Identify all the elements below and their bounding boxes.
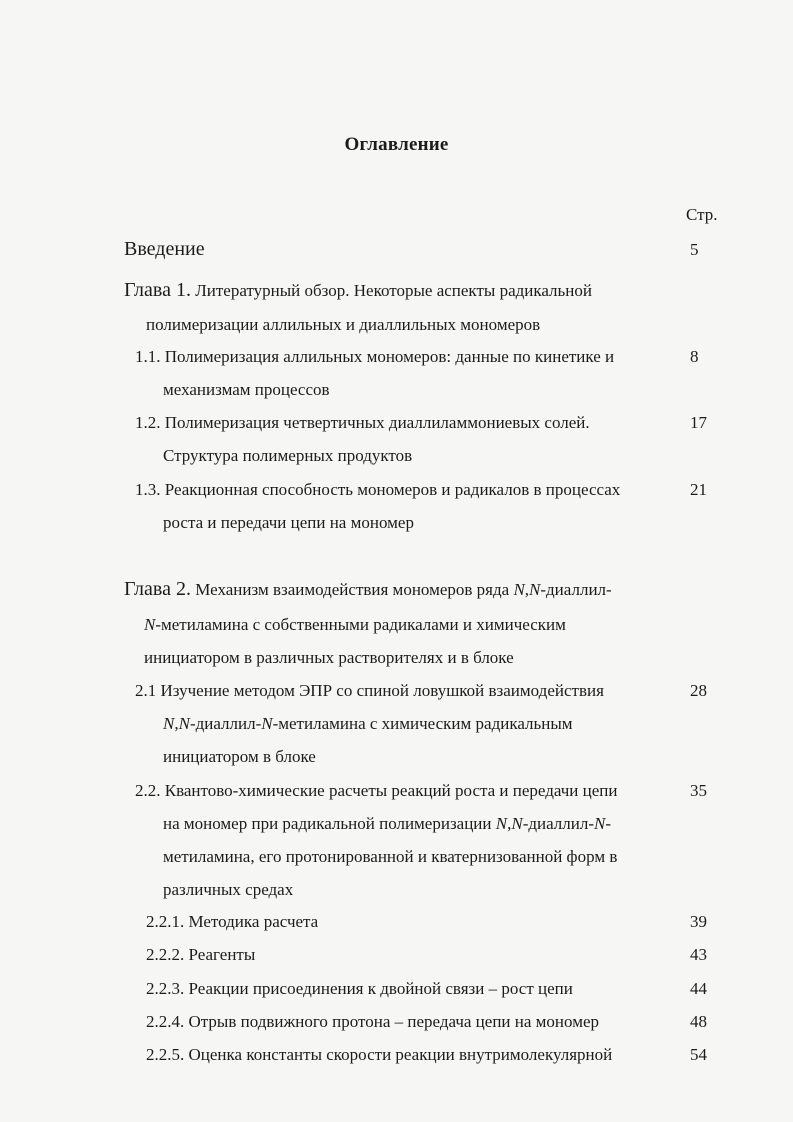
toc-page-number: 48 xyxy=(690,1012,707,1031)
toc-page-number: 5 xyxy=(690,240,699,259)
chapter-label: Глава 2. xyxy=(124,578,191,600)
toc-entry-chapter-2 xyxy=(124,578,612,601)
toc-line: Структура полимерных продуктов xyxy=(163,446,413,465)
toc-entry-2-1: 2.1 Изучение методом ЭПР со спиной ловушкой взаимодействия xyxy=(135,681,604,700)
toc-line: N,N-диаллил-N-метиламина с химическим радикальным xyxy=(163,714,573,733)
chapter-label: Глава 1. xyxy=(124,279,191,301)
toc-page-number: 35 xyxy=(690,781,707,800)
toc-entry-2-2-5: 2.2.5. Оценка константы скорости реакции внутримолекулярной xyxy=(146,1045,613,1064)
toc-line: инициатором в различных растворителях и в блоке xyxy=(144,648,514,667)
toc-page-number: 39 xyxy=(690,912,707,931)
page-column-header: Стр. xyxy=(686,205,718,224)
toc-entry-introduction: Введение xyxy=(124,238,205,260)
toc-line: инициатором в блоке xyxy=(163,747,316,766)
toc-entry-2-2-3: 2.2.3. Реакции присоединения к двойной связи – рост цепи xyxy=(146,979,573,998)
toc-line: различных средах xyxy=(163,880,294,899)
toc-line: на мономер при радикальной полимеризации N,N-диаллил-N- xyxy=(163,814,612,833)
toc-entry-chapter-1 xyxy=(124,279,592,302)
toc-page-number: 44 xyxy=(690,979,707,998)
toc-line: полимеризации аллильных и диаллильных мономеров xyxy=(146,315,541,334)
toc-entry-2-2-2: 2.2.2. Реагенты xyxy=(146,945,256,964)
toc-entry-1-2: 1.2. Полимеризация четвертичных диаллиламмониевых солей. xyxy=(135,413,590,432)
toc-line: N-метиламина с собственными радикалами и химическим xyxy=(144,615,566,634)
toc-page-number: 54 xyxy=(690,1045,707,1064)
toc-line: Литературный обзор. Некоторые аспекты радикальной xyxy=(195,281,592,300)
page-title: Оглавление xyxy=(344,134,449,155)
toc-page-number: 17 xyxy=(690,413,707,432)
toc-page-number: 8 xyxy=(690,347,699,366)
toc-line: механизмам процессов xyxy=(163,380,330,399)
toc-line: метиламина, его протонированной и кватернизованной форм в xyxy=(163,847,618,866)
toc-line: Механизм взаимодействия мономеров ряда N,N-диаллил- xyxy=(195,580,612,599)
toc-line: роста и передачи цепи на мономер xyxy=(163,513,414,532)
toc-entry-2-2-4: 2.2.4. Отрыв подвижного протона – передача цепи на мономер xyxy=(146,1012,599,1031)
toc-page-number: 43 xyxy=(690,945,707,964)
toc-page-number: 21 xyxy=(690,480,707,499)
toc-entry-1-1: 1.1. Полимеризация аллильных мономеров: данные по кинетике и xyxy=(135,347,615,366)
toc-entry-1-3: 1.3. Реакционная способность мономеров и радикалов в процессах xyxy=(135,480,621,499)
toc-entry-2-2-1: 2.2.1. Методика расчета xyxy=(146,912,319,931)
toc-page-number: 28 xyxy=(690,681,707,700)
toc-entry-2-2: 2.2. Квантово-химические расчеты реакций роста и передачи цепи xyxy=(135,781,618,800)
